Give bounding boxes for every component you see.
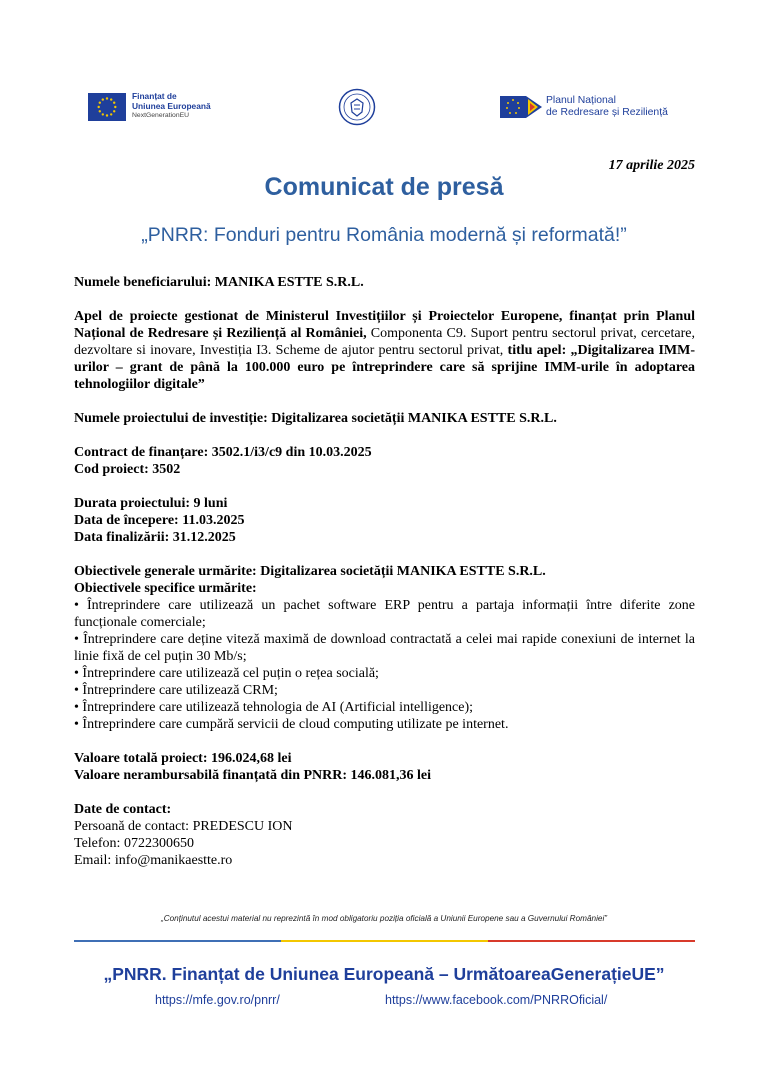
list-item: • Întreprindere care utilizează un pachet software ERP pentru a partaja informații între diferite zone funcționale comerciale; <box>74 598 695 630</box>
footer-title: „PNRR. Finanțat de Uniunea Europeană – UrmătoareaGenerațieUE” <box>103 964 665 984</box>
list-item: • Întreprindere care utilizează CRM; <box>74 683 278 698</box>
start-date: Data de începere: 11.03.2025 <box>74 513 245 528</box>
page-title: Comunicat de presă <box>264 173 504 201</box>
press-release-date: 17 aprilie 2025 <box>608 158 695 173</box>
pnrr-logo-label: Planul Național de Redresare și Reziliență <box>546 95 668 118</box>
eu-funding-label: Finanțat de Uniunea Europeană NextGenerationEU <box>132 91 211 119</box>
page-subtitle: „PNRR: Fonduri pentru România modernă și reformată!” <box>141 224 627 246</box>
eu-flag-icon <box>88 93 126 121</box>
list-item: • Întreprindere care utilizează tehnologia de AI (Artificial intelligence); <box>74 700 474 715</box>
total-value: Valoare totală proiect: 196.024,68 lei <box>74 751 292 766</box>
contact-phone: Telefon: 0722300650 <box>74 836 194 851</box>
financing-contract: Contract de finanțare: 3502.1/i3/c9 din 10.03.2025 <box>74 445 372 460</box>
project-duration: Durata proiectului: 9 luni <box>74 496 228 511</box>
list-item: • Întreprindere care cumpără servicii de cloud computing utilizate pe internet. <box>74 717 509 732</box>
general-objectives: Obiectivele generale urmărite: Digitalizarea societății MANIKA ESTTE S.R.L. <box>74 564 546 579</box>
contact-person: Persoană de contact: PREDESCU ION <box>74 819 293 834</box>
nonrefundable-value: Valoare nerambursabilă finanțată din PNRR: 146.081,36 lei <box>74 768 432 783</box>
government-seal-icon <box>338 88 376 126</box>
list-item: • Întreprindere care utilizează cel puțin o rețea socială; <box>74 666 379 681</box>
facebook-link[interactable]: https://www.facebook.com/PNRROficial/ <box>385 993 608 1007</box>
specific-objectives-label: Obiectivele specifice urmărite: <box>74 581 257 596</box>
contact-label: Date de contact: <box>74 802 172 817</box>
mfe-link[interactable]: https://mfe.gov.ro/pnrr/ <box>155 993 280 1007</box>
beneficiary-name: Numele beneficiarului: MANIKA ESTTE S.R.L. <box>74 275 364 290</box>
disclaimer: „Conținutul acestui material nu reprezintă în mod obligatoriu poziția oficială a Uniunii Europene sau a Guvernului României” <box>160 914 607 923</box>
pnrr-logo-icon <box>500 96 542 118</box>
list-item: • Întreprindere care deține viteză maximă de download contractată a celei mai rapide conexiuni de internet la linie fixă de cel puțin 30 Mb/s; <box>74 632 695 664</box>
call-description: Apel de proiecte gestionat de Ministerul Investițiilor și Proiectelor Europene, finanțat prin Planul Național de Redresare și Reziliență al României, Componenta C9. Suport pentru sectorul privat, cercetare, dezvoltare si inovare, Investiția I3. Scheme de ajutor pentru sectorul privat, titlu apel: „Digitalizarea IMM-urilor – grant de până la 100.000 euro pe întreprindere care să sprijine IMM-urile în adoptarea tehnologiilor digitale” <box>74 309 695 392</box>
press-release-body <box>74 274 695 869</box>
end-date: Data finalizării: 31.12.2025 <box>74 530 236 545</box>
contact-email: Email: info@manikaestte.ro <box>74 853 233 868</box>
tricolor-divider <box>74 940 695 942</box>
project-name: Numele proiectului de investiție: Digitalizarea societății MANIKA ESTTE S.R.L. <box>74 411 557 426</box>
project-code: Cod proiect: 3502 <box>74 462 181 477</box>
